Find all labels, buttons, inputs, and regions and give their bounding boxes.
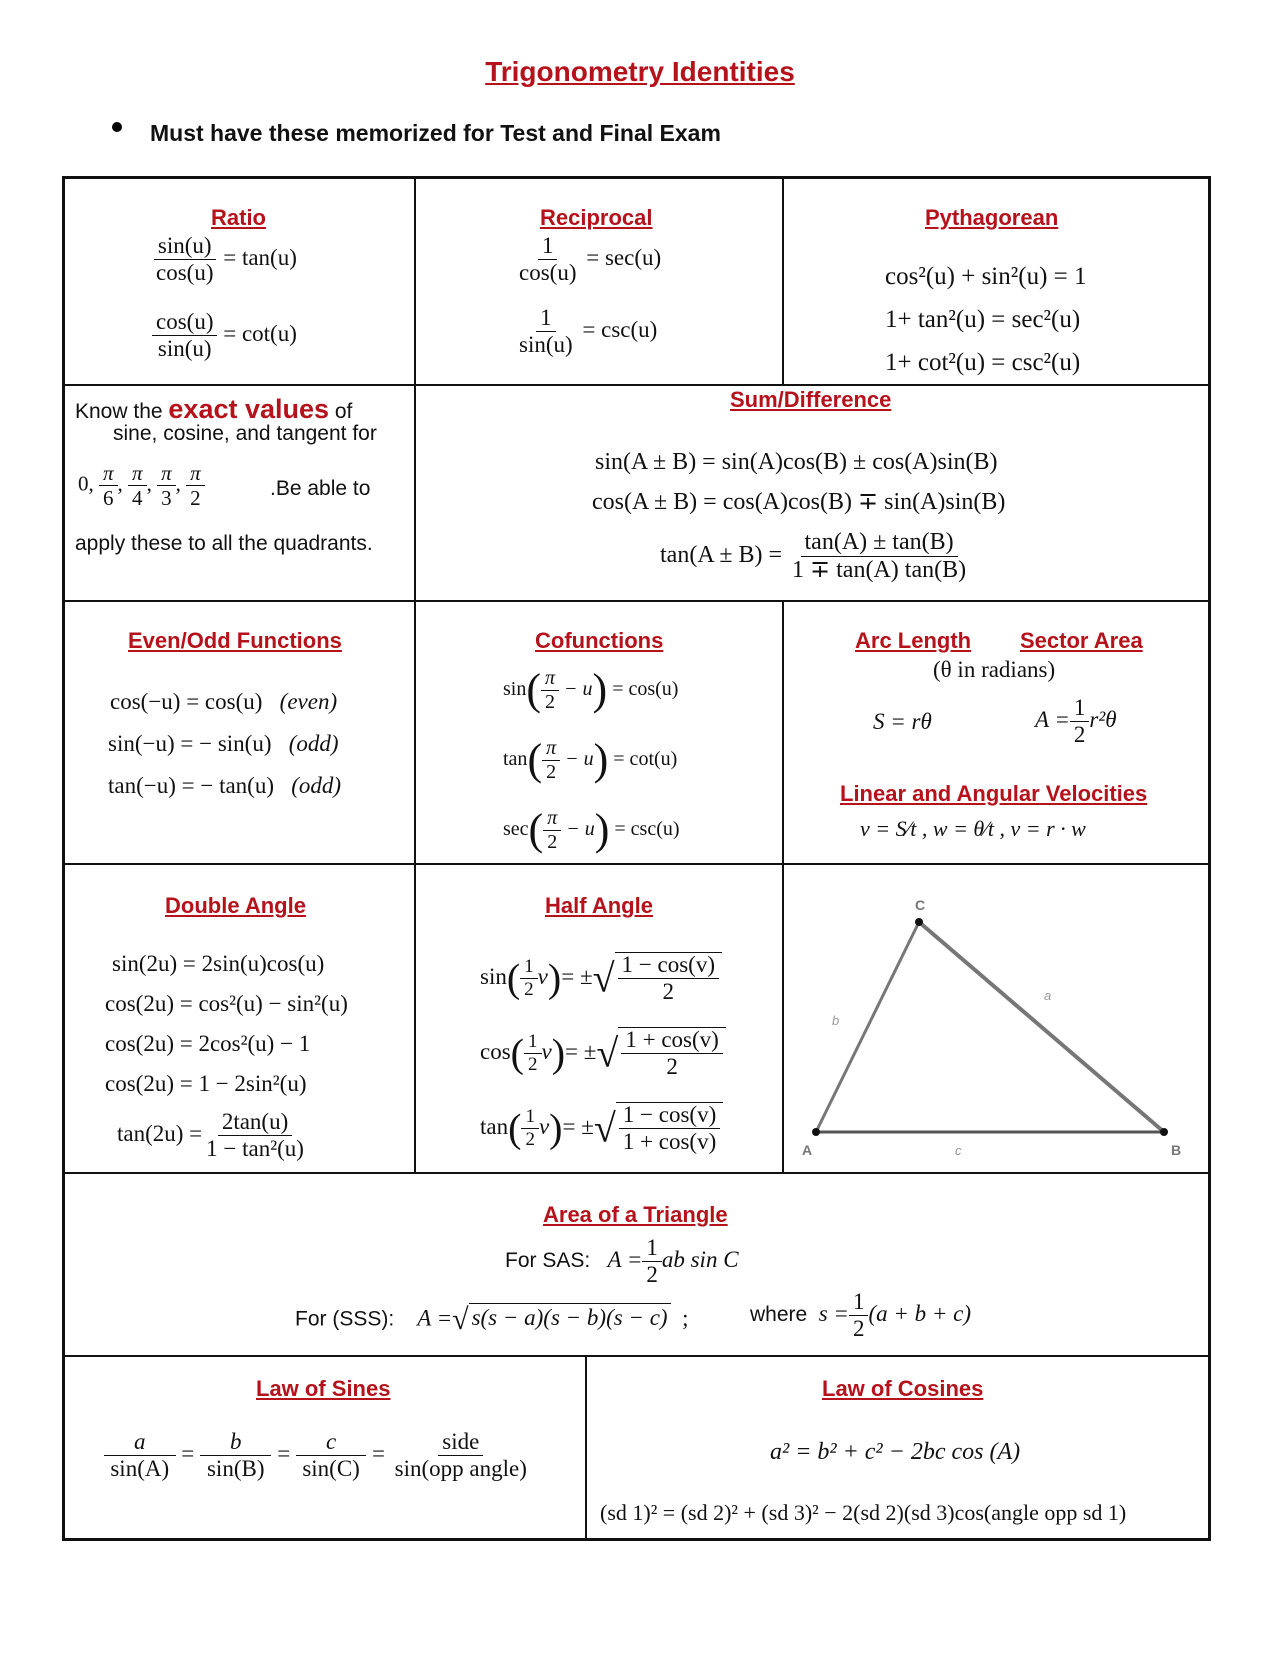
vertex-label-a: A bbox=[802, 1142, 813, 1158]
vertex-label-b: B bbox=[1171, 1142, 1182, 1158]
evenodd-heading: Even/Odd Functions bbox=[128, 628, 342, 653]
arc-note: (θ in radians) bbox=[933, 657, 1056, 682]
sumdiff-tan bbox=[660, 530, 970, 583]
sumdiff-tan-lhs: tan(A ± B) = bbox=[660, 542, 783, 569]
exact-be-able: .Be able to bbox=[270, 477, 371, 500]
ratio-f2-rhs: = cot(u) bbox=[223, 320, 297, 346]
reciprocal-f1-num: 1 bbox=[538, 234, 558, 260]
bullet-icon bbox=[112, 122, 122, 132]
double-line: cos(2u) = 2cos²(u) − 1 bbox=[105, 1031, 311, 1056]
reciprocal-f2-num: 1 bbox=[536, 306, 556, 332]
ratio-heading: Ratio bbox=[211, 205, 266, 230]
ratio-f2-den: sin(u) bbox=[157, 336, 212, 362]
cofunctions-heading: Cofunctions bbox=[535, 628, 664, 653]
vertex-label-c: C bbox=[915, 897, 926, 913]
law-of-cosines-eq1: a² = b² + c² − 2bc cos (A) bbox=[770, 1439, 1021, 1465]
sumdiff-tan-den: 1 ∓ tan(A) tan(B) bbox=[792, 557, 967, 584]
area-heading: Area of a Triangle bbox=[543, 1202, 728, 1227]
sumdiff-tan-num: tan(A) ± tan(B) bbox=[801, 530, 958, 557]
half-heading: Half Angle bbox=[545, 893, 653, 918]
area-sss: For (SSS): A =√ s(s − a)(s − b)(s − c) ; bbox=[295, 1303, 689, 1336]
ratio-tan-identity bbox=[152, 234, 297, 285]
area-semiperimeter: where s = $\frac{1}{2}$ (a + b + c) bbox=[750, 1289, 972, 1342]
evenodd-tan: tan(−u) = − tan(u) (odd) bbox=[108, 773, 342, 798]
double-line: sin(2u) = 2sin(u)cos(u) bbox=[112, 951, 325, 976]
subtitle: Must have these memorized for Test and Final Exam bbox=[150, 120, 721, 146]
pythagorean-heading: Pythagorean bbox=[925, 205, 1059, 230]
exact-line2: sine, cosine, and tangent for bbox=[113, 422, 377, 445]
side-label-c: c bbox=[955, 1143, 962, 1158]
reciprocal-f1-rhs: = sec(u) bbox=[586, 244, 662, 270]
velocity-formula: v = S⁄t , w = θ⁄t , v = r · w bbox=[860, 816, 1086, 841]
double-line: cos(2u) = cos²(u) − sin²(u) bbox=[105, 991, 348, 1016]
pythagorean-line: 1+ tan²(u) = sec²(u) bbox=[885, 306, 1081, 333]
sector-area-heading: Sector Area bbox=[1020, 628, 1143, 653]
velocity-heading: Linear and Angular Velocities bbox=[840, 781, 1148, 806]
area-sas: For SAS: A = $\frac{1}{2}$ ab sin C bbox=[505, 1235, 739, 1288]
exact-line4: apply these to all the quadrants. bbox=[75, 532, 373, 555]
sector-area-formula: A = $\frac{1}{2}$ r²θ bbox=[1035, 695, 1117, 748]
exact-values-emphasis: exact values bbox=[168, 394, 330, 424]
vertex-b-dot bbox=[1160, 1128, 1168, 1136]
law-of-sines-formula: $\frac{a}{\sin(A)}$ = $\frac{b}{\sin(B)}$ = $\frac{c}{\sin(C)}$ = $\frac{\text{side}}{\text{sin(opp angle)}}$ bbox=[104, 1430, 531, 1481]
law-of-cosines-eq2: (sd 1)² = (sd 2)² + (sd 3)² − 2(sd 2)(sd 3)cos(angle opp sd 1) bbox=[600, 1500, 1127, 1525]
sumdiff-sin: sin(A ± B) = sin(A)cos(B) ± cos(A)sin(B) bbox=[595, 449, 998, 475]
sumdiff-cos: cos(A ± B) = cos(A)cos(B) ∓ sin(A)sin(B) bbox=[592, 489, 1006, 515]
pythagorean-line: 1+ cot²(u) = csc²(u) bbox=[885, 349, 1081, 376]
pythagorean-line: cos²(u) + sin²(u) = 1 bbox=[885, 263, 1087, 290]
ratio-f2-num: cos(u) bbox=[152, 310, 217, 336]
half-cos: cos( $\frac{1}{2}$ v)= ±√ $\frac{1 + \cos(v)}{2}$ bbox=[480, 1027, 726, 1079]
half-sin: sin( $\frac{1}{2}$ v)= ±√ $\frac{1 - \cos(v)}{2}$ bbox=[480, 952, 722, 1004]
triangle-side-a bbox=[919, 922, 1164, 1132]
ratio-f1-num: sin(u) bbox=[154, 234, 216, 260]
reciprocal-f2-rhs: = csc(u) bbox=[582, 316, 658, 342]
vertex-a-dot bbox=[812, 1128, 820, 1136]
cofunction-sin: sin( $\frac{\pi}{2}$ − u) = cos(u) bbox=[503, 665, 679, 714]
reciprocal-heading: Reciprocal bbox=[540, 205, 653, 230]
exact-angles: 0, $\frac{\pi}{6}$ , $\frac{\pi}{4}$ , $\frac{\pi}{3}$ , $\frac{\pi}{2}$ bbox=[78, 462, 205, 509]
ratio-cot-identity bbox=[152, 310, 297, 361]
exact-line1 bbox=[75, 394, 352, 425]
evenodd-cos: cos(−u) = cos(u) (even) bbox=[110, 689, 338, 714]
cofunction-tan: tan( $\frac{\pi}{2}$ − u) = cot(u) bbox=[503, 735, 678, 784]
reciprocal-f1-den: cos(u) bbox=[519, 260, 577, 286]
arc-length-heading: Arc Length bbox=[855, 628, 972, 653]
law-of-sines-heading: Law of Sines bbox=[256, 1376, 391, 1401]
side-label-a: a bbox=[1044, 988, 1052, 1003]
exact-zero: 0, bbox=[78, 471, 94, 496]
page-title: Trigonometry Identities bbox=[485, 56, 795, 87]
reciprocal-sec-identity bbox=[515, 234, 661, 285]
side-label-b: b bbox=[832, 1013, 840, 1028]
half-tan: tan( $\frac{1}{2}$ v)= ±√ $\frac{1 - \cos(v)}{1 + \cos(v)}$ bbox=[480, 1102, 723, 1154]
triangle-diagram bbox=[784, 865, 1208, 1171]
double-heading: Double Angle bbox=[165, 893, 306, 918]
reciprocal-f2-den: sin(u) bbox=[519, 332, 573, 358]
arc-length-formula: S = rθ bbox=[873, 709, 932, 734]
exact-pre: Know the bbox=[75, 400, 163, 423]
ratio-f1-rhs: = tan(u) bbox=[223, 244, 297, 270]
evenodd-sin: sin(−u) = − sin(u) (odd) bbox=[108, 731, 339, 756]
sumdiff-heading: Sum/Difference bbox=[730, 387, 892, 412]
double-line: cos(2u) = 1 − 2sin²(u) bbox=[105, 1071, 307, 1096]
vertex-c-dot bbox=[915, 918, 923, 926]
law-of-cosines-heading: Law of Cosines bbox=[822, 1376, 984, 1401]
ratio-f1-den: cos(u) bbox=[156, 260, 214, 286]
reciprocal-csc-identity bbox=[515, 306, 657, 357]
exact-post: of bbox=[334, 400, 353, 423]
cofunction-sec: sec( $\frac{\pi}{2}$ − u) = csc(u) bbox=[503, 805, 680, 854]
double-tan: tan(2u) = $\frac{2\tan(u)}{\text{1 − tan²(u)}}$ bbox=[117, 1109, 304, 1162]
